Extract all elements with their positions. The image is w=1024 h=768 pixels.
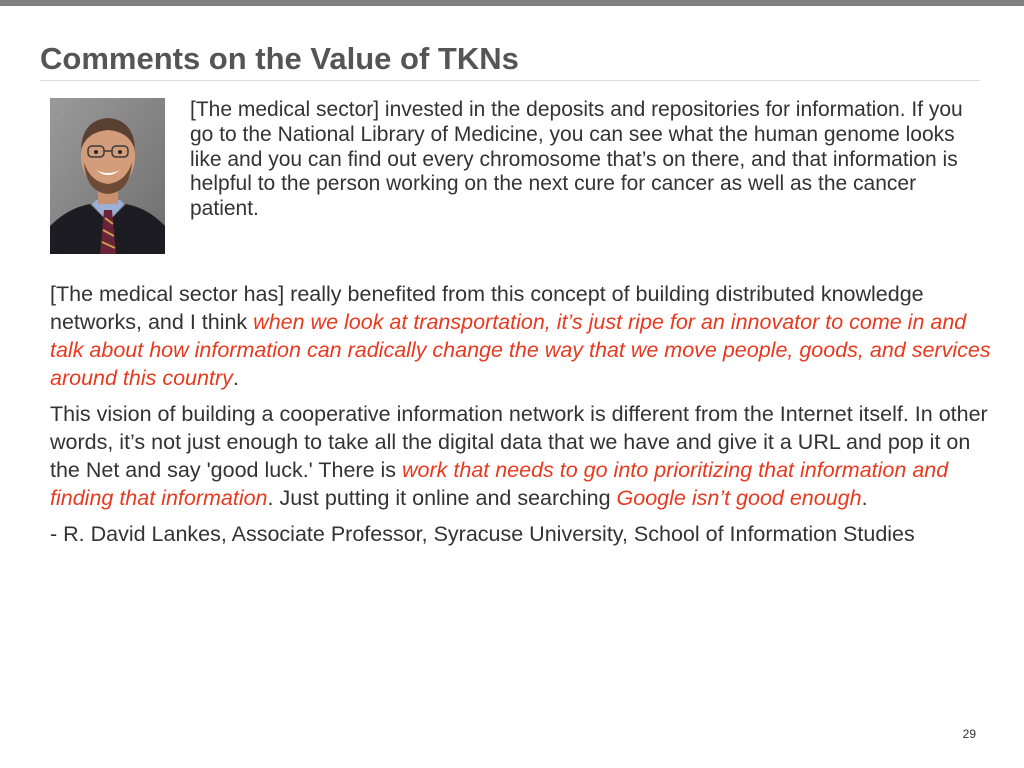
highlighted-text: Google isn’t good enough [616, 486, 862, 510]
paragraph-transportation [50, 280, 1000, 392]
paragraph-text: . [232, 366, 239, 390]
top-quote: [The medical sector] invested in the deposits and repositories for information. If you go to the National Library of Medicine, you can see what the human genome looks like and you can find out every chromosome that’s on there, and that information is helpful to the person working on the next cure for cancer as well as the cancer patient. [190, 98, 963, 221]
slide-title: Comments on the Value of TKNs [40, 41, 519, 76]
paragraph-text: . [861, 486, 868, 510]
title-divider [40, 80, 980, 81]
paragraph-information-network [50, 400, 1000, 512]
speaker-portrait [50, 98, 165, 254]
paragraph-text: This vision of building a cooperative information network is different from the Internet itself. In other words, it’s not just enough to take all the digital data that we have and give it a URL and pop it on the Net and say 'good luck.' There is [50, 402, 988, 482]
paragraph-text: . Just putting it online and searching [267, 486, 617, 510]
highlighted-text: when we look at transportation, it’s just ripe for an innovator to come in and talk about how information can radically change the way that we move people, goods, and services around this country [50, 310, 991, 390]
page-number: 29 [962, 727, 976, 741]
highlighted-text: work that needs to go into prioritizing that information and finding that information [50, 458, 949, 510]
top-bar [0, 0, 1024, 6]
attribution: - R. David Lankes, Associate Professor, Syracuse University, School of Information Studies [50, 522, 915, 546]
paragraph-text: [The medical sector has] really benefited from this concept of building distributed knowledge networks, and I think [50, 282, 924, 334]
body-text [50, 280, 1000, 556]
